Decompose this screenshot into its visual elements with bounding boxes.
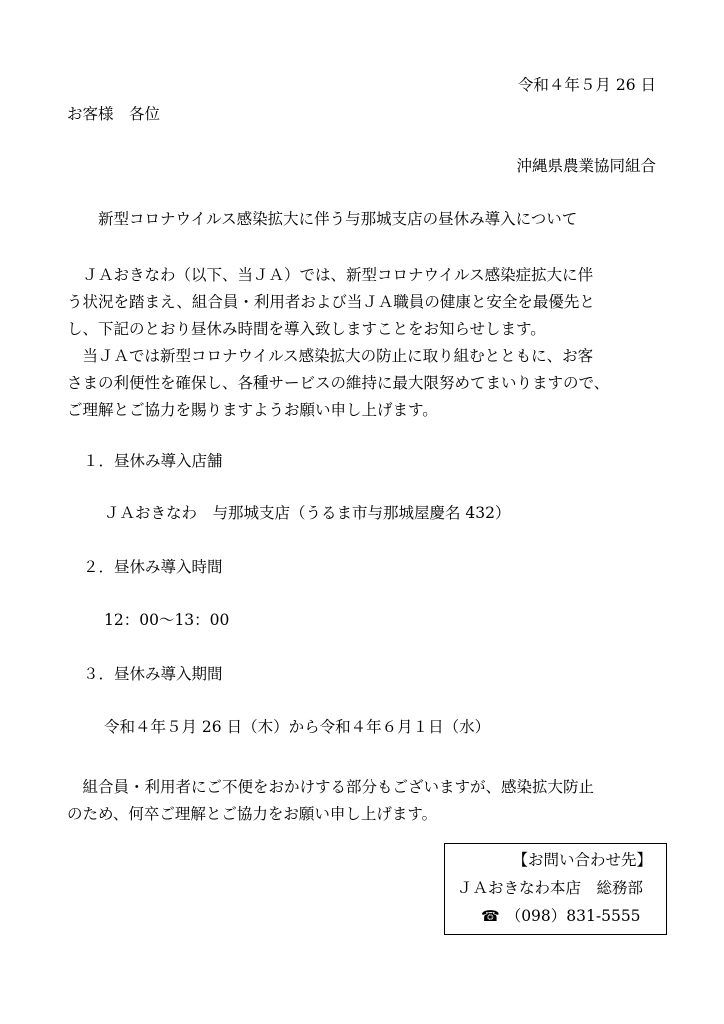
- contact-title: 【お問い合わせ先】: [512, 851, 652, 869]
- closing-paragraph: [67, 774, 667, 828]
- contact-phone-line: [481, 906, 641, 926]
- document-date: 令和４年５月 26 日: [517, 76, 656, 94]
- section-body-store: ＪＡおきなわ 与那城支店（うるま市与那城屋慶名 432）: [104, 504, 511, 522]
- paragraph-line: 組合員・利用者にご不便をおかけする部分もございますが、感染拡大防止: [67, 778, 595, 796]
- contact-phone-number: （098）831-5555: [505, 907, 641, 925]
- sender-organization: 沖縄県農業協同組合: [516, 157, 656, 175]
- paragraph-line: 当ＪＡでは新型コロナウイルス感染拡大の防止に取り組むとともに、お客: [67, 347, 594, 365]
- paragraph-line: ご理解とご協力を賜りますようお願い申し上げます。: [67, 401, 438, 419]
- paragraph-line: のため、何卒ご理解とご協力をお願い申し上げます。: [67, 805, 438, 823]
- section-heading-time: ２．昼休み導入時間: [83, 558, 223, 576]
- section-heading-store: １．昼休み導入店舗: [83, 452, 223, 470]
- paragraph-line: ＪＡおきなわ（以下、当ＪＡ）では、新型コロナウイルス感染症拡大に伴: [67, 266, 594, 284]
- telephone-icon: ☎: [481, 907, 500, 925]
- document-title: 新型コロナウイルス感染拡大に伴う与那城支店の昼休み導入について: [98, 210, 578, 228]
- paragraph-line: さまの利便性を確保し、各種サービスの維持に最大限努めてまいりますので、: [67, 374, 610, 392]
- recipient-line: お客様 各位: [67, 105, 161, 123]
- paragraph-line: う状況を踏まえ、組合員・利用者および当ＪＡ職員の健康と安全を最優先と: [67, 293, 595, 311]
- contact-organization: ＪＡおきなわ本店 総務部: [457, 879, 644, 897]
- paragraph-line: し、下記のとおり昼休み時間を導入致しますことをお知らせします。: [67, 320, 546, 338]
- section-body-time: 12：00～13：00: [104, 611, 230, 629]
- contact-box: [444, 843, 667, 935]
- section-heading-period: ３．昼休み導入期間: [83, 665, 223, 683]
- intro-paragraph: [67, 262, 667, 343]
- section-body-period: 令和４年５月 26 日（木）から令和４年６月１日（水）: [104, 718, 491, 736]
- policy-paragraph: [67, 343, 667, 424]
